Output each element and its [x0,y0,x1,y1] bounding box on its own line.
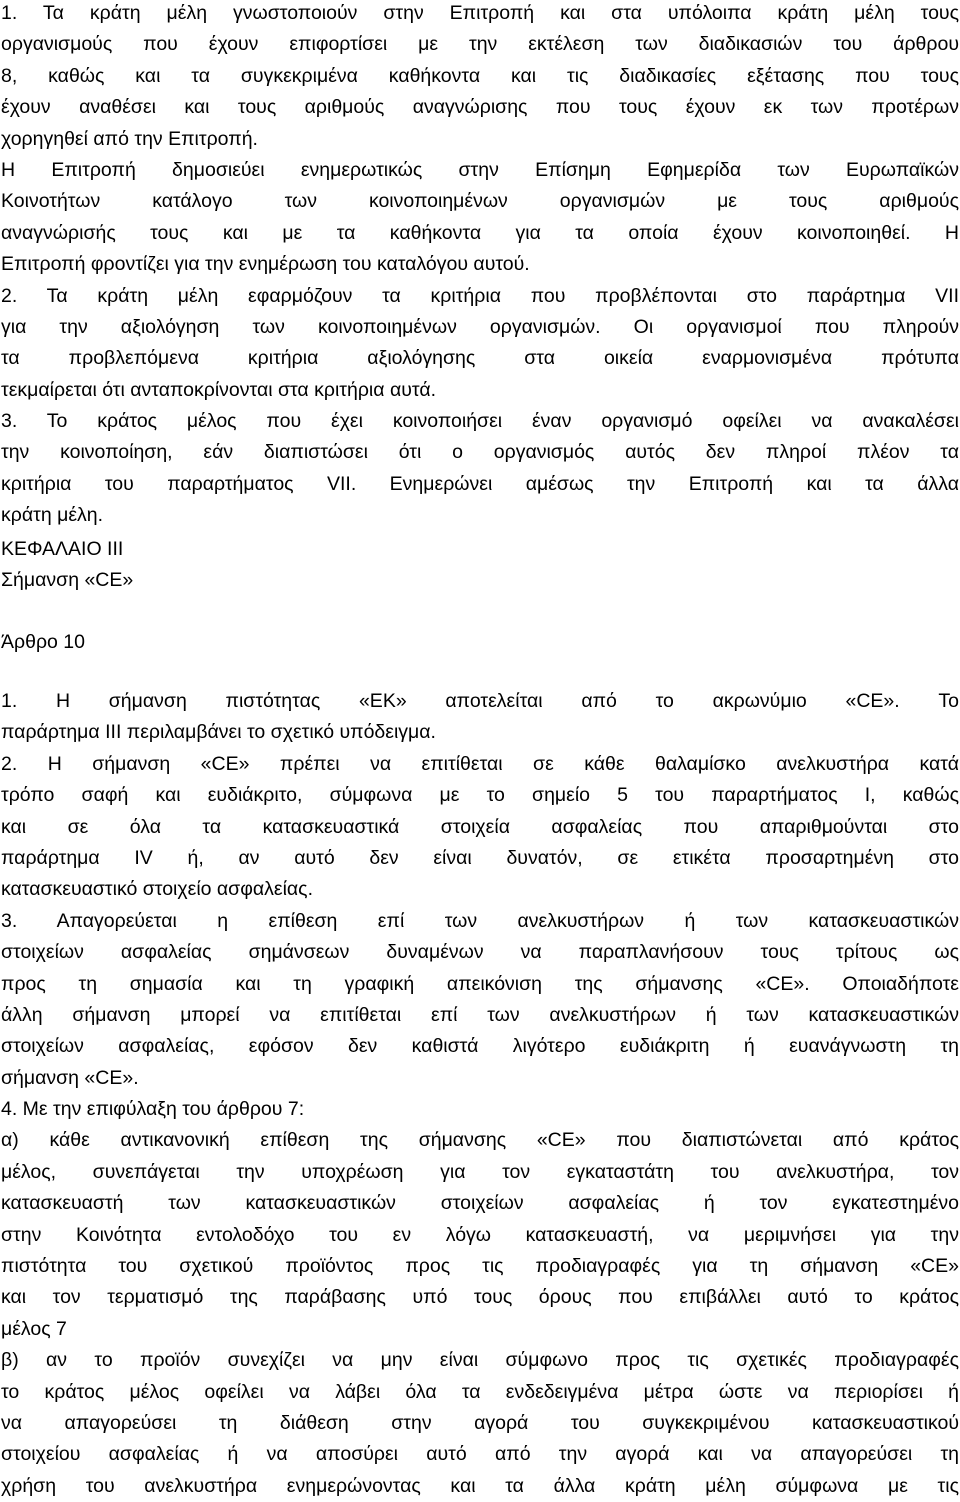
chapter-heading [0,534,960,597]
text-line: 3. Απαγορεύεται η επίθεση επί των ανελκυστήρων ή των κατασκευαστικών [1,909,959,932]
text-line: μέλος 7 [1,1317,67,1340]
text-line: χορηγηθεί από την Επιτροπή. [1,127,258,150]
text-line: Επιτροπή φροντίζει για την ενημέρωση του καταλόγου αυτού. [1,253,530,276]
text-line: τρόπο σαφή και ευδιάκριτο, σύμφωνα με το σημείο 5 του παραρτήματος Ι, καθώς [1,784,959,807]
text-line: παράρτημα III περιλαμβάνει το σχετικό υπόδειγμα. [1,721,436,744]
text-line: στοιχείου ασφαλείας ή να αποσύρει αυτό από την αγορά και να απαγορεύσει τη [1,1443,959,1466]
text-line: στοιχείων ασφαλείας σημάνσεων δυναμένων να παραπλανήσουν τους τρίτους ως [1,941,959,964]
text-line: β) αν το προϊόν συνεχίζει να μην είναι σύμφωνο προς τις σχετικές προδιαγραφές [1,1349,959,1372]
text-line: το κράτος μέλος οφείλει να λάβει όλα τα ενδεδειγμένα μέτρα ώστε να περιορίσει ή [1,1380,959,1403]
text-line: προς τη σημασία και τη γραφική απεικόνιση της σήμανσης «CE». Οποιαδήποτε [1,972,959,995]
text-line: να απαγορεύσει τη διάθεση στην αγορά του συγκεκριμένου κατασκευαστικού [1,1411,959,1434]
text-line: α) κάθε αντικανονική επίθεση της σήμανσης «CE» που διαπιστώνεται από κράτος [1,1129,959,1152]
text-line: και τον τερματισμό της παράβασης υπό τους όρους που επιβάλλει αυτό το κράτος [1,1286,959,1309]
text-line: άλλη σήμανση μπορεί να επιτίθεται επί των ανελκυστήρων ή των κατασκευαστικών [1,1003,959,1026]
text-line: αναγνώρισής τους και με τα καθήκοντα για τα οποία έχουν κοινοποιηθεί. Η [1,221,959,244]
text-line: 4. Με την επιφύλαξη του άρθρου 7: [1,1098,305,1121]
chapter-subtitle: Σήμανση «CE» [1,569,134,592]
text-line: μέλος, συνεπάγεται την υποχρέωση για τον εγκαταστάτη του ανελκυστήρα, τον [1,1160,959,1183]
article-9-text [0,0,960,532]
text-line: κράτη μέλη. [1,504,104,527]
text-line: 2. Η σήμανση «CE» πρέπει να επιτίθεται σε κάθε θαλαμίσκο ανελκυστήρα κατά [1,752,959,775]
article-title: Άρθρο 10 [1,631,85,653]
text-line: χρήση του ανελκυστήρα ενημερώνοντας και τα άλλα κράτη μέλη σύμφωνα με τις [1,1474,959,1497]
text-line: Κοινοτήτων κατάλογο των κοινοποιημένων οργανισμών με τους αριθμούς [1,190,959,213]
text-line: κατασκευαστή των κατασκευαστικών στοιχείων ασφαλείας ή τον εγκατεστημένο [1,1192,959,1215]
text-line: παράρτημα IV ή, αν αυτό δεν είναι δυνατόν, σε ετικέτα προσαρτημένη στο [1,846,959,869]
text-line: κατασκευαστικό στοιχείο ασφαλείας. [1,878,313,901]
text-line: σήμανση «CE». [1,1066,139,1089]
text-line: τα προβλεπόμενα κριτήρια αξιολόγησης στα οικεία εναρμονισμένα πρότυπα [1,347,959,370]
text-line: στην Κοινότητα εντολοδόχο του εν λόγω κατασκευαστή, να μεριμνήσει για την [1,1223,959,1246]
text-line: έχουν αναθέσει και τους αριθμούς αναγνώρισης που τους έχουν εκ των προτέρων [1,96,959,119]
text-line: για την αξιολόγηση των κοινοποιημένων οργανισμών. Οι οργανισμοί που πληρούν [1,315,959,338]
text-line: οργανισμούς που έχουν επιφορτίσει με την εκτέλεση των διαδικασιών του άρθρου [1,33,959,56]
text-line: τεκμαίρεται ότι ανταποκρίνονται στα κριτήρια αυτά. [1,378,437,401]
text-line: Η Επιτροπή δημοσιεύει ενημερωτικώς στην Επίσημη Εφημερίδα των Ευρωπαϊκών [1,158,959,181]
text-line: 1. Η σήμανση πιστότητας «ΕΚ» αποτελείται από το ακρωνύμιο «CE». Το [1,690,959,712]
text-line: κριτήρια του παραρτήματος VII. Ενημερώνει αμέσως την Επιτροπή και τα άλλα [1,472,959,495]
chapter-title: ΚΕΦΑΛΑΙΟ III [1,538,124,560]
text-line: πιστότητα του σχετικού προϊόντος προς τις προδιαγραφές για τη σήμανση «CE» [1,1255,959,1278]
text-line: την κοινοποίηση, εάν διαπιστώσει ότι ο οργανισμός αυτός δεν πληροί πλέον τα [1,441,959,464]
text-line: 8, καθώς και τα συγκεκριμένα καθήκοντα και τις διαδικασίες εξέτασης που τους [1,64,959,87]
text-line: 1. Τα κράτη μέλη γνωστοποιούν στην Επιτροπή και στα υπόλοιπα κράτη μέλη τους [1,2,959,24]
text-line: 2. Τα κράτη μέλη εφαρμόζουν τα κριτήρια που προβλέπονται στο παράρτημα VII [1,284,959,307]
text-line: 3. Το κράτος μέλος που έχει κοινοποιήσει έναν οργανισμό οφείλει να ανακαλέσει [1,410,959,433]
article-heading [0,627,960,658]
article-10-text [0,686,960,1502]
text-line: στοιχείων ασφαλείας, εφόσον δεν καθιστά λιγότερο ευδιάκριτη ή ευανάγνωστη τη [1,1035,959,1058]
text-line: και σε όλα τα κατασκευαστικά στοιχεία ασφαλείας που απαριθμούνται στο [1,815,959,838]
